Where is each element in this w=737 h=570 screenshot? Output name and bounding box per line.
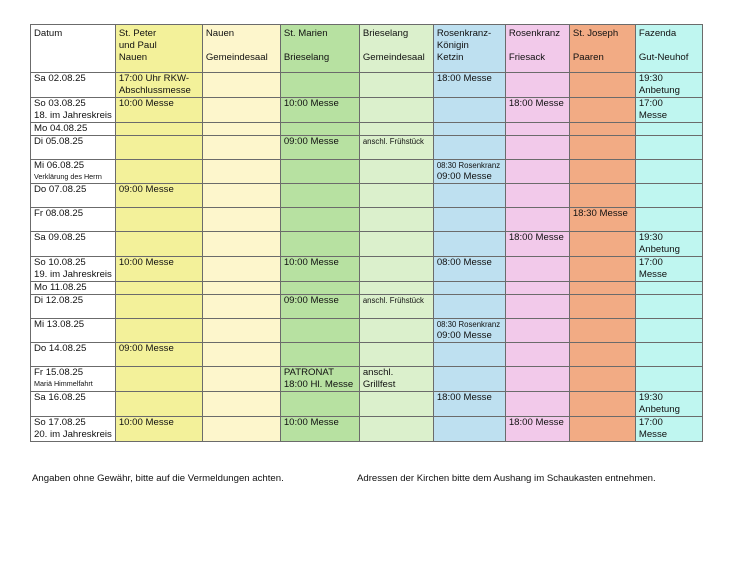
cell-brieselang-gemeindesaal [359,136,433,160]
date-cell [31,367,116,392]
event-text: 18:00 Messe [508,232,564,243]
date-cell [31,208,116,232]
cell-st-joseph-paaren [569,208,635,232]
cell-fazenda-gut-neuhof [635,123,702,136]
event-text: 18:00 Hl. Messe [283,379,354,390]
cell-st-joseph-paaren [569,98,635,123]
cell-nauen-gemeindesaal [202,367,280,392]
table-row [31,232,703,257]
cell-st-peter-und-paul-nauen [115,98,202,123]
cell-st-joseph-paaren [569,184,635,208]
date-cell [31,160,116,184]
date-label: Sa 16.08.25 [34,392,86,403]
header-line: St. Marien [283,28,328,39]
date-label: So 03.08.25 [34,98,86,109]
cell-rosenkranz-friesack [505,319,569,343]
cell-st-marien-brieselang [280,417,359,442]
event-text: Messe [638,429,668,440]
event-text: 10:00 Messe [118,257,174,268]
event-text: 09:00 Messe [436,330,492,341]
cell-nauen-gemeindesaal [202,392,280,417]
cell-st-marien-brieselang [280,282,359,295]
date-cell [31,295,116,319]
cell-st-joseph-paaren [569,123,635,136]
table-row [31,392,703,417]
schedule-body [31,73,703,442]
cell-fazenda-gut-neuhof [635,136,702,160]
cell-st-peter-und-paul-nauen [115,123,202,136]
cell-nauen-gemeindesaal [202,123,280,136]
cell-st-joseph-paaren [569,319,635,343]
cell-st-peter-und-paul-nauen [115,319,202,343]
event-text: 10:00 Messe [283,417,339,428]
cell-st-marien-brieselang [280,208,359,232]
cell-rosenkranz-koenigin-ketzin [433,417,505,442]
header-line: Gemeindesaal [205,52,268,63]
cell-rosenkranz-koenigin-ketzin [433,184,505,208]
cell-nauen-gemeindesaal [202,282,280,295]
liturgical-note: 19. im Jahreskreis [34,269,112,280]
cell-st-marien-brieselang [280,392,359,417]
cell-rosenkranz-friesack [505,232,569,257]
event-text: 17:00 [638,257,663,268]
header-line: St. Peter [118,28,157,39]
table-row [31,184,703,208]
date-cell [31,257,116,282]
cell-rosenkranz-friesack [505,208,569,232]
event-text: 10:00 Messe [118,98,174,109]
cell-rosenkranz-koenigin-ketzin [433,319,505,343]
cell-rosenkranz-koenigin-ketzin [433,343,505,367]
cell-fazenda-gut-neuhof [635,160,702,184]
event-text: 19:30 [638,73,663,84]
table-row [31,257,703,282]
cell-rosenkranz-friesack [505,295,569,319]
event-text: anschl. Frühstück [362,137,424,146]
cell-rosenkranz-koenigin-ketzin [433,123,505,136]
table-row [31,98,703,123]
cell-brieselang-gemeindesaal [359,257,433,282]
event-text: 17:00 Uhr RKW- [118,73,190,84]
cell-rosenkranz-koenigin-ketzin [433,98,505,123]
cell-st-joseph-paaren [569,73,635,98]
cell-fazenda-gut-neuhof [635,184,702,208]
event-text: 18:00 Messe [508,417,564,428]
table-row [31,123,703,136]
header-line: Brieselang [362,28,409,39]
cell-st-peter-und-paul-nauen [115,136,202,160]
cell-nauen-gemeindesaal [202,184,280,208]
cell-st-marien-brieselang [280,343,359,367]
cell-brieselang-gemeindesaal [359,392,433,417]
cell-st-peter-und-paul-nauen [115,343,202,367]
cell-st-joseph-paaren [569,417,635,442]
cell-st-peter-und-paul-nauen [115,73,202,98]
date-label: Do 07.08.25 [34,184,87,195]
cell-rosenkranz-koenigin-ketzin [433,208,505,232]
cell-rosenkranz-friesack [505,184,569,208]
header-line: Rosenkranz- [436,28,492,39]
cell-st-marien-brieselang [280,257,359,282]
event-text: PATRONAT [283,367,334,378]
event-text: Messe [638,269,668,280]
date-cell [31,98,116,123]
cell-fazenda-gut-neuhof [635,73,702,98]
cell-st-joseph-paaren [569,136,635,160]
cell-st-peter-und-paul-nauen [115,208,202,232]
event-text: Anbetung [638,244,680,255]
header-line: Paaren [572,52,604,63]
header-line: Nauen [118,52,148,63]
date-cell [31,73,116,98]
event-text: Abschlussmesse [118,85,191,96]
cell-nauen-gemeindesaal [202,160,280,184]
table-row [31,417,703,442]
date-label: Fr 15.08.25 [34,367,84,378]
header-fazenda-gut-neuhof [635,25,702,73]
cell-fazenda-gut-neuhof [635,208,702,232]
event-text: 09:00 Messe [118,343,174,354]
date-cell [31,136,116,160]
header-line: St. Joseph [572,28,619,39]
date-label: So 17.08.25 [34,417,86,428]
cell-st-peter-und-paul-nauen [115,282,202,295]
cell-st-joseph-paaren [569,295,635,319]
event-text: Grillfest [362,379,396,390]
event-text: Messe [638,110,668,121]
header-line: Datum [34,28,63,39]
cell-brieselang-gemeindesaal [359,73,433,98]
date-label: Sa 09.08.25 [34,232,86,243]
table-row [31,367,703,392]
cell-rosenkranz-friesack [505,392,569,417]
header-nauen-gemeindesaal [202,25,280,73]
header-brieselang-gemeindesaal [359,25,433,73]
cell-fazenda-gut-neuhof [635,295,702,319]
date-cell [31,184,116,208]
cell-brieselang-gemeindesaal [359,282,433,295]
cell-st-marien-brieselang [280,136,359,160]
addresses-note: Adressen der Kirchen bitte dem Aushang im Schaukasten entnehmen. [357,473,656,484]
cell-brieselang-gemeindesaal [359,232,433,257]
table-row [31,319,703,343]
event-text: 18:00 Messe [436,73,492,84]
header-line: Fazenda [638,28,677,39]
event-text: 10:00 Messe [118,417,174,428]
event-text: 10:00 Messe [283,98,339,109]
table-row [31,208,703,232]
cell-rosenkranz-friesack [505,343,569,367]
event-text: 18:00 Messe [508,98,564,109]
cell-rosenkranz-friesack [505,367,569,392]
cell-rosenkranz-koenigin-ketzin [433,367,505,392]
cell-nauen-gemeindesaal [202,257,280,282]
header-st-joseph-paaren [569,25,635,73]
cell-st-marien-brieselang [280,73,359,98]
cell-rosenkranz-friesack [505,73,569,98]
date-label: Fr 08.08.25 [34,208,84,219]
cell-rosenkranz-koenigin-ketzin [433,136,505,160]
cell-nauen-gemeindesaal [202,343,280,367]
cell-fazenda-gut-neuhof [635,343,702,367]
cell-rosenkranz-koenigin-ketzin [433,73,505,98]
header-line: Friesack [508,52,546,63]
cell-st-joseph-paaren [569,232,635,257]
cell-nauen-gemeindesaal [202,208,280,232]
header-rosenkranz-koenigin-ketzin [433,25,505,73]
cell-nauen-gemeindesaal [202,232,280,257]
liturgical-note: Verklärung des Herrn [34,172,102,181]
date-label: Do 14.08.25 [34,343,87,354]
event-text: 09:00 Messe [118,184,174,195]
schedule-header [31,25,703,73]
header-line: Brieselang [283,52,330,63]
event-text: 09:00 Messe [283,295,339,306]
cell-brieselang-gemeindesaal [359,184,433,208]
cell-fazenda-gut-neuhof [635,367,702,392]
event-text: 18:00 Messe [436,392,492,403]
cell-fazenda-gut-neuhof [635,232,702,257]
cell-fazenda-gut-neuhof [635,282,702,295]
event-text: 09:00 Messe [283,136,339,147]
event-text: 10:00 Messe [283,257,339,268]
cell-st-joseph-paaren [569,257,635,282]
header-line: und Paul [118,40,157,51]
cell-brieselang-gemeindesaal [359,98,433,123]
date-label: Di 05.08.25 [34,136,84,147]
cell-brieselang-gemeindesaal [359,367,433,392]
cell-st-joseph-paaren [569,343,635,367]
date-label: Mi 13.08.25 [34,319,85,330]
date-label: Di 12.08.25 [34,295,84,306]
cell-st-marien-brieselang [280,367,359,392]
header-line: Gut-Neuhof [638,52,689,63]
event-text: 09:00 Messe [436,171,492,182]
event-text: 08:00 Messe [436,257,492,268]
event-text: anschl. [362,367,394,378]
table-row [31,343,703,367]
cell-rosenkranz-friesack [505,123,569,136]
cell-st-peter-und-paul-nauen [115,417,202,442]
date-cell [31,417,116,442]
cell-st-marien-brieselang [280,295,359,319]
date-cell [31,392,116,417]
cell-nauen-gemeindesaal [202,295,280,319]
date-label: So 10.08.25 [34,257,86,268]
header-datum [31,25,116,73]
event-text: 18:30 Messe [572,208,628,219]
cell-st-peter-und-paul-nauen [115,160,202,184]
header-line: Gemeindesaal [362,52,425,63]
cell-st-joseph-paaren [569,282,635,295]
cell-brieselang-gemeindesaal [359,123,433,136]
event-text: Anbetung [638,85,680,96]
cell-st-peter-und-paul-nauen [115,367,202,392]
event-text: 19:30 [638,232,663,243]
cell-rosenkranz-friesack [505,282,569,295]
event-text: 19:30 [638,392,663,403]
event-text: 08:30 Rosenkranz [436,161,501,170]
cell-fazenda-gut-neuhof [635,319,702,343]
cell-st-peter-und-paul-nauen [115,295,202,319]
cell-rosenkranz-koenigin-ketzin [433,257,505,282]
cell-nauen-gemeindesaal [202,417,280,442]
cell-fazenda-gut-neuhof [635,98,702,123]
date-cell [31,282,116,295]
cell-brieselang-gemeindesaal [359,343,433,367]
cell-rosenkranz-friesack [505,136,569,160]
cell-st-peter-und-paul-nauen [115,392,202,417]
header-st-marien-brieselang [280,25,359,73]
cell-st-peter-und-paul-nauen [115,232,202,257]
cell-fazenda-gut-neuhof [635,392,702,417]
table-row [31,282,703,295]
header-st-peter-und-paul-nauen [115,25,202,73]
header-line: Ketzin [436,52,464,63]
table-row [31,73,703,98]
cell-st-joseph-paaren [569,392,635,417]
event-text: anschl. Frühstück [362,296,424,305]
cell-nauen-gemeindesaal [202,73,280,98]
header-line: Nauen [205,28,235,39]
cell-rosenkranz-koenigin-ketzin [433,160,505,184]
header-rosenkranz-friesack [505,25,569,73]
cell-st-marien-brieselang [280,160,359,184]
cell-rosenkranz-koenigin-ketzin [433,392,505,417]
date-cell [31,343,116,367]
cell-rosenkranz-friesack [505,98,569,123]
cell-st-marien-brieselang [280,184,359,208]
schedule-table [30,24,703,442]
cell-st-peter-und-paul-nauen [115,184,202,208]
event-text: 17:00 [638,417,663,428]
cell-rosenkranz-friesack [505,257,569,282]
liturgical-note: 20. im Jahreskreis [34,429,112,440]
liturgical-note: Mariä Himmelfahrt [34,379,93,388]
cell-brieselang-gemeindesaal [359,295,433,319]
cell-rosenkranz-friesack [505,160,569,184]
header-line: Königin [436,40,469,51]
cell-nauen-gemeindesaal [202,136,280,160]
cell-fazenda-gut-neuhof [635,257,702,282]
table-row [31,295,703,319]
cell-nauen-gemeindesaal [202,98,280,123]
event-text: 08:30 Rosenkranz [436,320,501,329]
date-label: Sa 02.08.25 [34,73,86,84]
cell-st-joseph-paaren [569,160,635,184]
cell-brieselang-gemeindesaal [359,208,433,232]
cell-st-marien-brieselang [280,123,359,136]
cell-st-marien-brieselang [280,98,359,123]
date-cell [31,232,116,257]
cell-brieselang-gemeindesaal [359,160,433,184]
cell-brieselang-gemeindesaal [359,319,433,343]
cell-st-peter-und-paul-nauen [115,257,202,282]
cell-st-joseph-paaren [569,367,635,392]
date-cell [31,319,116,343]
header-line: Rosenkranz [508,28,561,39]
table-row [31,136,703,160]
cell-rosenkranz-koenigin-ketzin [433,232,505,257]
date-cell [31,123,116,136]
cell-fazenda-gut-neuhof [635,417,702,442]
date-label: Mi 06.08.25 [34,160,85,171]
cell-nauen-gemeindesaal [202,319,280,343]
cell-rosenkranz-koenigin-ketzin [433,282,505,295]
date-label: Mo 04.08.25 [34,123,88,134]
cell-rosenkranz-koenigin-ketzin [433,295,505,319]
cell-brieselang-gemeindesaal [359,417,433,442]
event-text: Anbetung [638,404,680,415]
disclaimer-text: Angaben ohne Gewähr, bitte auf die Vermeldungen achten. [32,473,284,484]
liturgical-note: 18. im Jahreskreis [34,110,112,121]
cell-st-marien-brieselang [280,232,359,257]
cell-st-marien-brieselang [280,319,359,343]
table-row [31,160,703,184]
cell-rosenkranz-friesack [505,417,569,442]
date-label: Mo 11.08.25 [34,282,87,293]
event-text: 17:00 [638,98,663,109]
